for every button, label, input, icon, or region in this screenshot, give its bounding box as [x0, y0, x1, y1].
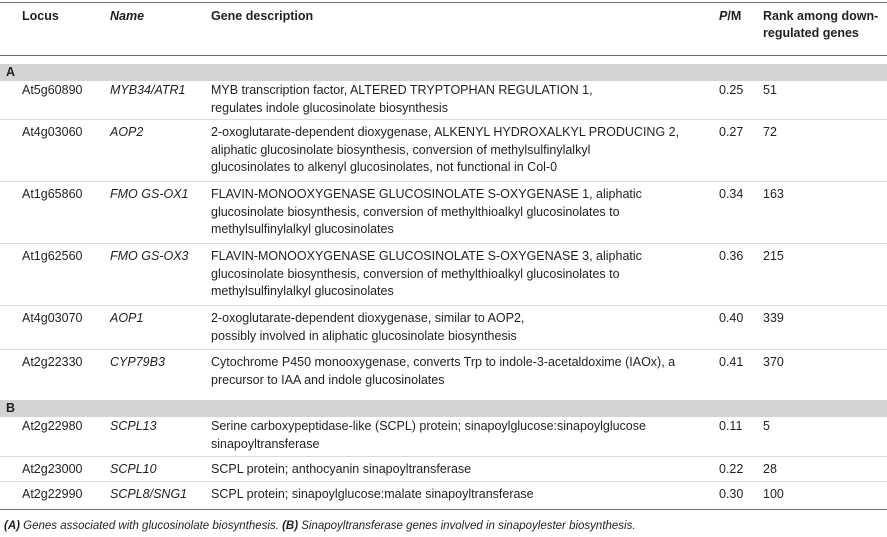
locus-cell: At5g60890	[22, 83, 83, 97]
gene-name-cell: CYP79B3	[110, 355, 165, 369]
row-separator	[0, 349, 887, 350]
rank-cell: 215	[763, 249, 784, 263]
rank-cell: 5	[763, 419, 770, 433]
description-cell	[211, 461, 471, 479]
locus-cell: At2g22990	[22, 487, 83, 501]
gene-name-cell: AOP2	[110, 125, 144, 139]
rank-cell: 163	[763, 187, 784, 201]
header-name: Name	[110, 9, 145, 23]
pm-value-cell: 0.40	[719, 311, 744, 325]
gene-name-cell: MYB34/ATR1	[110, 83, 186, 97]
row-separator	[0, 181, 887, 182]
description-line: SCPL protein; anthocyanin sinapoyltransferase	[211, 462, 472, 476]
description-line: SCPL protein; sinapoylglucose:malate sinapoyltransferase	[211, 487, 534, 501]
description-line: FLAVIN-MONOOXYGENASE GLUCOSINOLATE S-OXYGENASE 1, aliphatic	[211, 187, 642, 201]
locus-cell: At1g65860	[22, 187, 83, 201]
description-line: possibly involved in aliphatic glucosinolate biosynthesis	[211, 328, 517, 343]
description-cell	[211, 310, 524, 345]
description-line: 2-oxoglutarate-dependent dioxygenase, similar to AOP2,	[211, 311, 525, 325]
header-bottom-rule	[0, 55, 887, 56]
section-label: B	[6, 401, 16, 415]
description-line: Serine carboxypeptidase-like (SCPL) protein; sinapoylglucose:sinapoylglucose	[211, 419, 646, 433]
description-line: methylsulfinylalkyl glucosinolates	[211, 222, 394, 236]
section-band	[0, 64, 887, 81]
description-line: FLAVIN-MONOOXYGENASE GLUCOSINOLATE S-OXYGENASE 3, aliphatic	[211, 249, 642, 263]
table-top-rule	[0, 2, 887, 3]
description-line: methylsulfinylalkyl glucosinolates	[211, 284, 394, 298]
row-separator	[0, 243, 887, 244]
row-separator	[0, 119, 887, 120]
header-description: Gene description	[211, 9, 314, 23]
locus-cell: At2g23000	[22, 462, 83, 476]
header-rank: Rank among down- regulated genes	[763, 9, 879, 40]
rank-cell: 370	[763, 355, 784, 369]
description-line: 2-oxoglutarate-dependent dioxygenase, ALKENYL HYDROXALKYL PRODUCING 2,	[211, 125, 680, 139]
description-line: sinapoyltransferase	[211, 436, 320, 451]
description-cell	[211, 124, 679, 177]
rank-cell: 51	[763, 83, 777, 97]
description-cell	[211, 186, 642, 239]
locus-cell: At4g03060	[22, 125, 83, 139]
description-line: glucosinolate biosynthesis, conversion of methylthioalkyl glucosinolates to	[211, 266, 620, 281]
description-cell	[211, 486, 534, 504]
description-cell	[211, 248, 642, 301]
description-cell	[211, 82, 593, 117]
description-line: MYB transcription factor, ALTERED TRYPTOPHAN REGULATION 1,	[211, 83, 593, 97]
description-line: glucosinolate biosynthesis, conversion of methylthioalkyl glucosinolates to	[211, 204, 620, 219]
table-bottom-rule	[0, 509, 887, 510]
rank-cell: 72	[763, 125, 777, 139]
pm-value-cell: 0.30	[719, 487, 744, 501]
section-label: A	[6, 65, 16, 79]
gene-name-cell: SCPL13	[110, 419, 157, 433]
rank-cell: 100	[763, 487, 784, 501]
row-separator	[0, 305, 887, 306]
pm-value-cell: 0.41	[719, 355, 744, 369]
pm-value-cell: 0.11	[719, 419, 743, 433]
row-separator	[0, 481, 887, 482]
gene-name-cell: FMO GS-OX3	[110, 249, 189, 263]
description-cell	[211, 354, 675, 389]
description-line: regulates indole glucosinolate biosynthesis	[211, 100, 448, 115]
header-locus: Locus	[22, 9, 59, 23]
header-pm: P/M	[719, 9, 742, 23]
pm-value-cell: 0.25	[719, 83, 744, 97]
gene-name-cell: SCPL10	[110, 462, 157, 476]
section-band	[0, 400, 887, 417]
description-line: glucosinolates to alkenyl glucosinolates, not functional in Col-0	[211, 160, 558, 174]
description-cell	[211, 418, 646, 453]
locus-cell: At2g22980	[22, 419, 83, 433]
description-line: Cytochrome P450 monooxygenase, converts Trp to indole-3-acetaldoxime (IAOx), a	[211, 355, 676, 369]
gene-name-cell: FMO GS-OX1	[110, 187, 189, 201]
locus-cell: At2g22330	[22, 355, 83, 369]
table-footnote: (A) Genes associated with glucosinolate biosynthesis. (B) Sinapoyltransferase genes involved in sinapoylester biosynthesis.	[4, 520, 636, 532]
pm-value-cell: 0.34	[719, 187, 744, 201]
rank-cell: 28	[763, 462, 777, 476]
description-line: precursor to IAA and indole glucosinolates	[211, 372, 445, 387]
gene-name-cell: SCPL8/SNG1	[110, 487, 188, 501]
pm-value-cell: 0.27	[719, 125, 744, 139]
rank-cell: 339	[763, 311, 784, 325]
pm-value-cell: 0.22	[719, 462, 744, 476]
locus-cell: At1g62560	[22, 249, 83, 263]
row-separator	[0, 456, 887, 457]
locus-cell: At4g03070	[22, 311, 83, 325]
pm-value-cell: 0.36	[719, 249, 744, 263]
gene-name-cell: AOP1	[110, 311, 144, 325]
description-line: aliphatic glucosinolate biosynthesis, conversion of methylsulfinylalkyl	[211, 142, 591, 157]
